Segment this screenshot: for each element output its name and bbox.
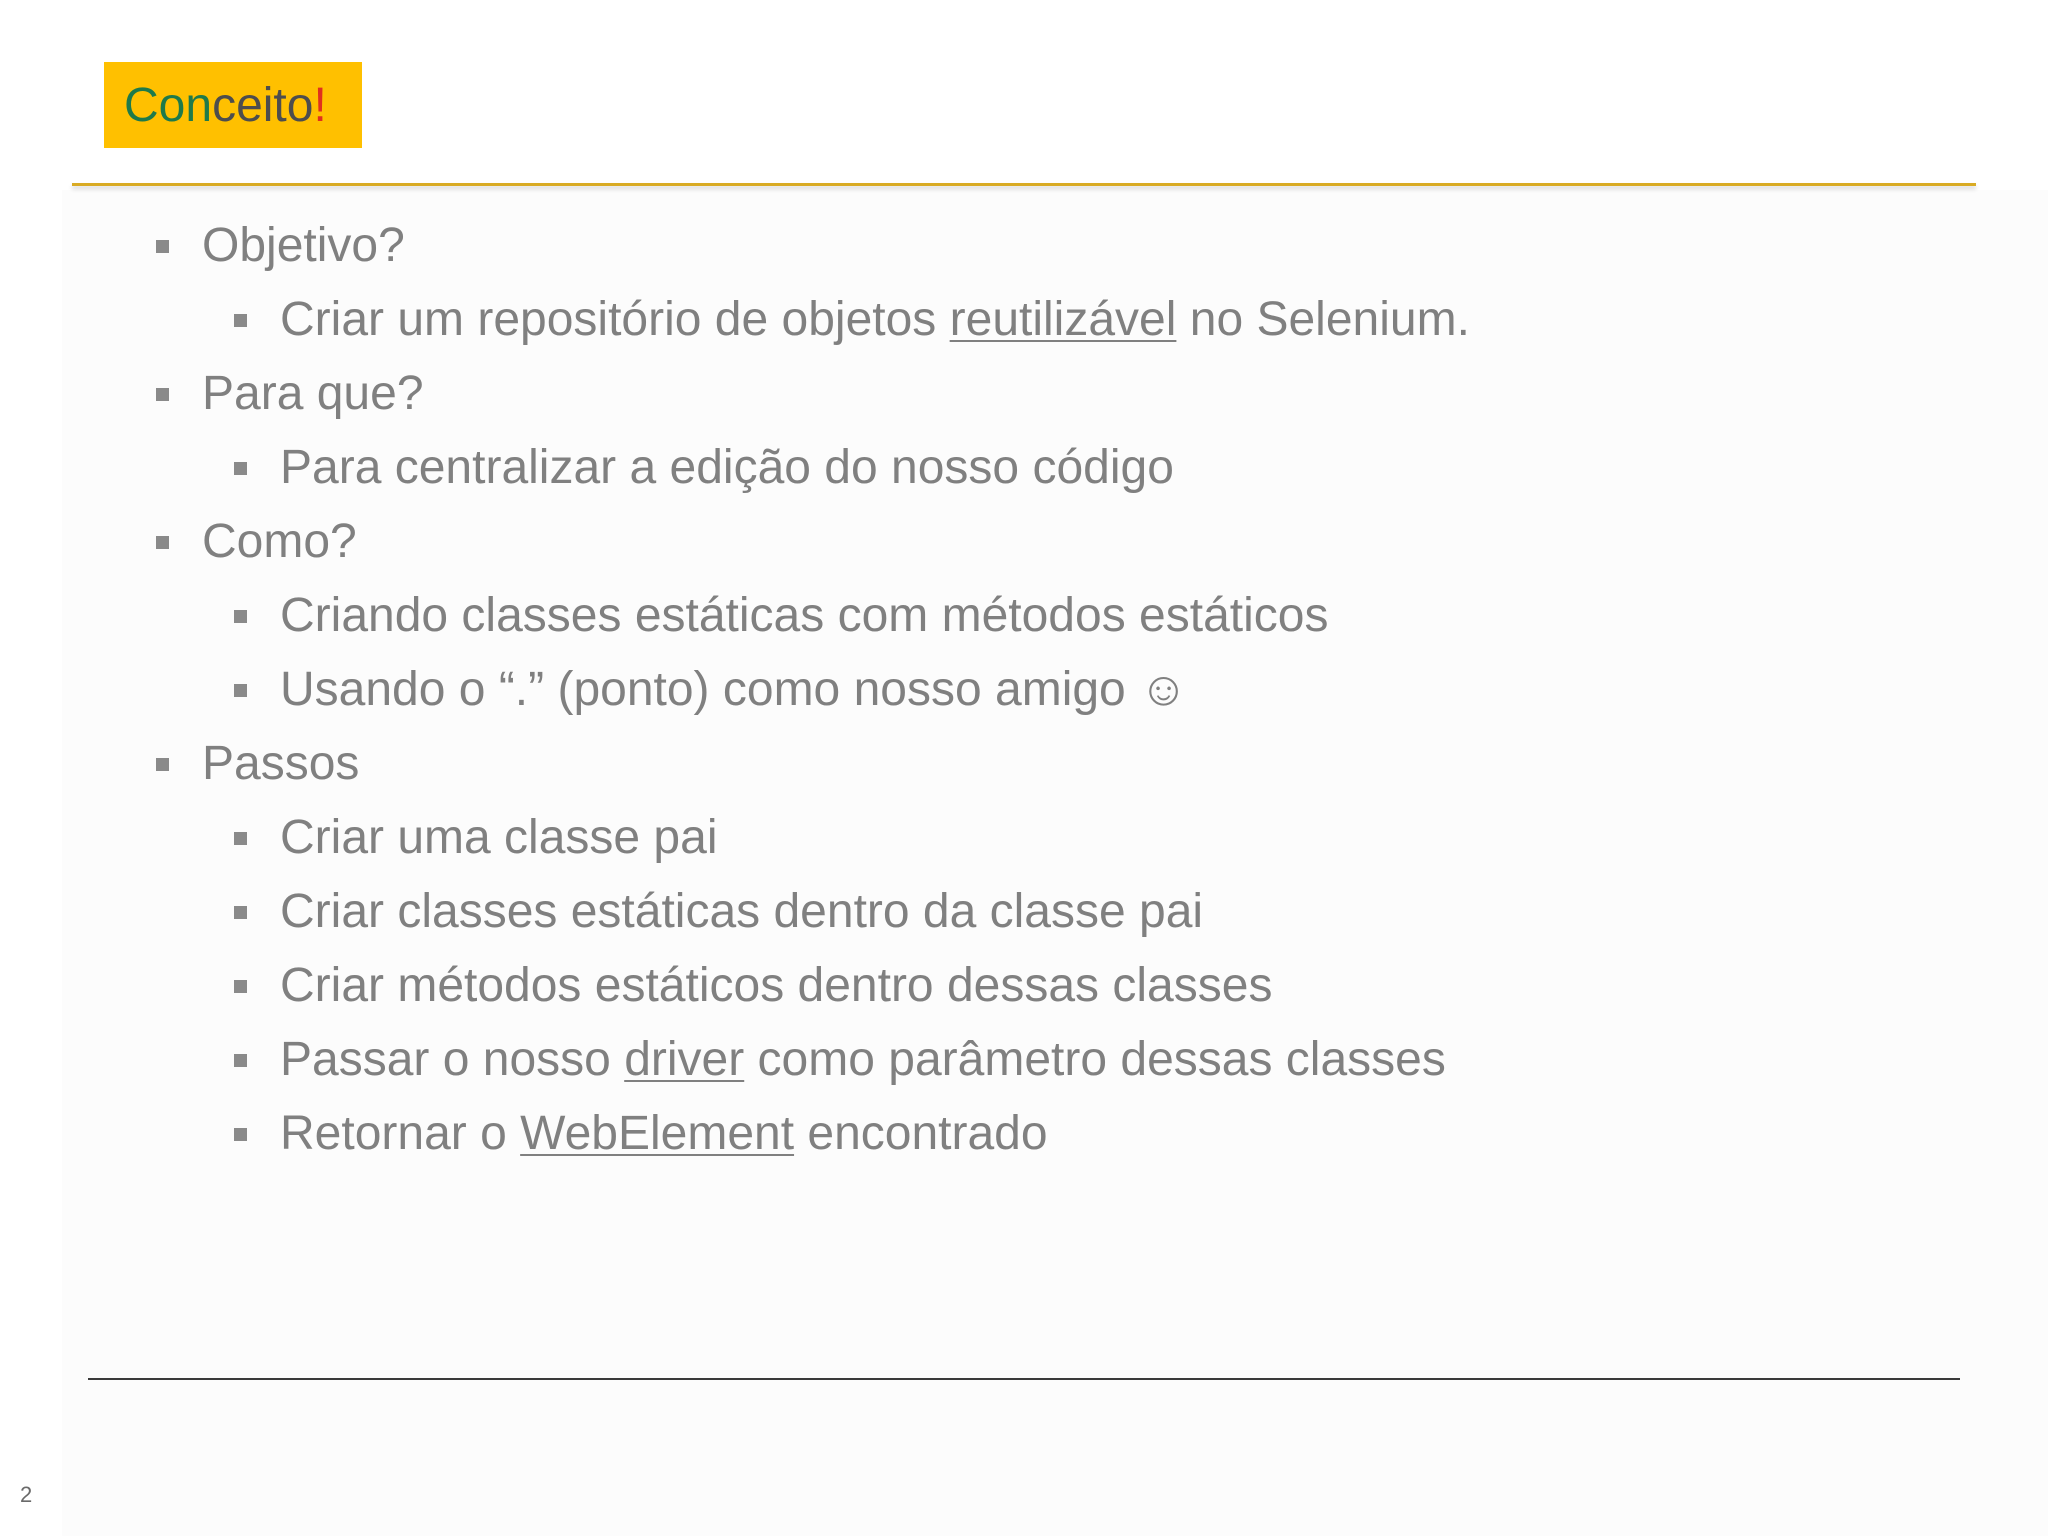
bullet-text: Criar uma classe pai — [280, 811, 718, 864]
bullet-item — [280, 810, 717, 866]
square-bullet-icon — [234, 462, 247, 475]
square-bullet-icon — [234, 1054, 247, 1067]
square-bullet-icon — [234, 906, 247, 919]
bullet-text-pre: Criar um repositório de objetos — [280, 293, 950, 346]
underlined-term: driver — [624, 1033, 745, 1086]
bullet-text-pre: Passar o nosso — [280, 1033, 625, 1086]
slide-title-part-1: Con — [124, 78, 213, 132]
bullet-item — [280, 440, 1174, 496]
slide-title-exclamation: ! — [313, 78, 327, 132]
bullet-item — [202, 218, 405, 274]
underlined-term: WebElement — [520, 1107, 795, 1160]
bullet-item — [280, 662, 1188, 718]
bullet-text-post: no Selenium. — [1176, 293, 1470, 346]
bullet-text-pre: Retornar o — [280, 1107, 521, 1160]
bullet-text-post: encontrado — [794, 1107, 1048, 1160]
bullet-item — [280, 588, 1328, 644]
bullet-item — [280, 958, 1272, 1014]
underlined-term: reutilizável — [949, 293, 1177, 346]
bullet-text: Passos — [202, 737, 360, 790]
square-bullet-icon — [234, 1128, 247, 1141]
square-bullet-icon — [234, 314, 247, 327]
bullet-item — [280, 292, 1470, 348]
footer-divider — [88, 1378, 1960, 1380]
bullet-item — [280, 884, 1203, 940]
bullet-text: Criar classes estáticas dentro da classe pai — [280, 885, 1204, 938]
square-bullet-icon — [234, 684, 247, 697]
square-bullet-icon — [156, 240, 169, 253]
bullet-item — [280, 1106, 1048, 1162]
square-bullet-icon — [156, 758, 169, 771]
bullet-item — [202, 366, 424, 422]
bullet-item — [280, 1032, 1446, 1088]
bullet-text: Para que? — [202, 367, 424, 420]
bullet-text: Criar métodos estáticos dentro dessas classes — [280, 959, 1273, 1012]
slide-title-part-2: ceito — [212, 78, 314, 132]
bullet-item — [202, 736, 359, 792]
square-bullet-icon — [156, 536, 169, 549]
bullet-text-post: como parâmetro dessas classes — [744, 1033, 1446, 1086]
square-bullet-icon — [234, 980, 247, 993]
bullet-item — [202, 514, 357, 570]
square-bullet-icon — [156, 388, 169, 401]
bullet-text: Usando o “.” (ponto) como nosso amigo ☺ — [280, 663, 1189, 716]
bullet-text: Para centralizar a edição do nosso código — [280, 441, 1174, 494]
bullet-text: Objetivo? — [202, 219, 405, 272]
bullet-text: Criando classes estáticas com métodos estáticos — [280, 589, 1329, 642]
page-number: 2 — [20, 1482, 33, 1507]
square-bullet-icon — [234, 610, 247, 623]
bullet-text: Como? — [202, 515, 357, 568]
square-bullet-icon — [234, 832, 247, 845]
